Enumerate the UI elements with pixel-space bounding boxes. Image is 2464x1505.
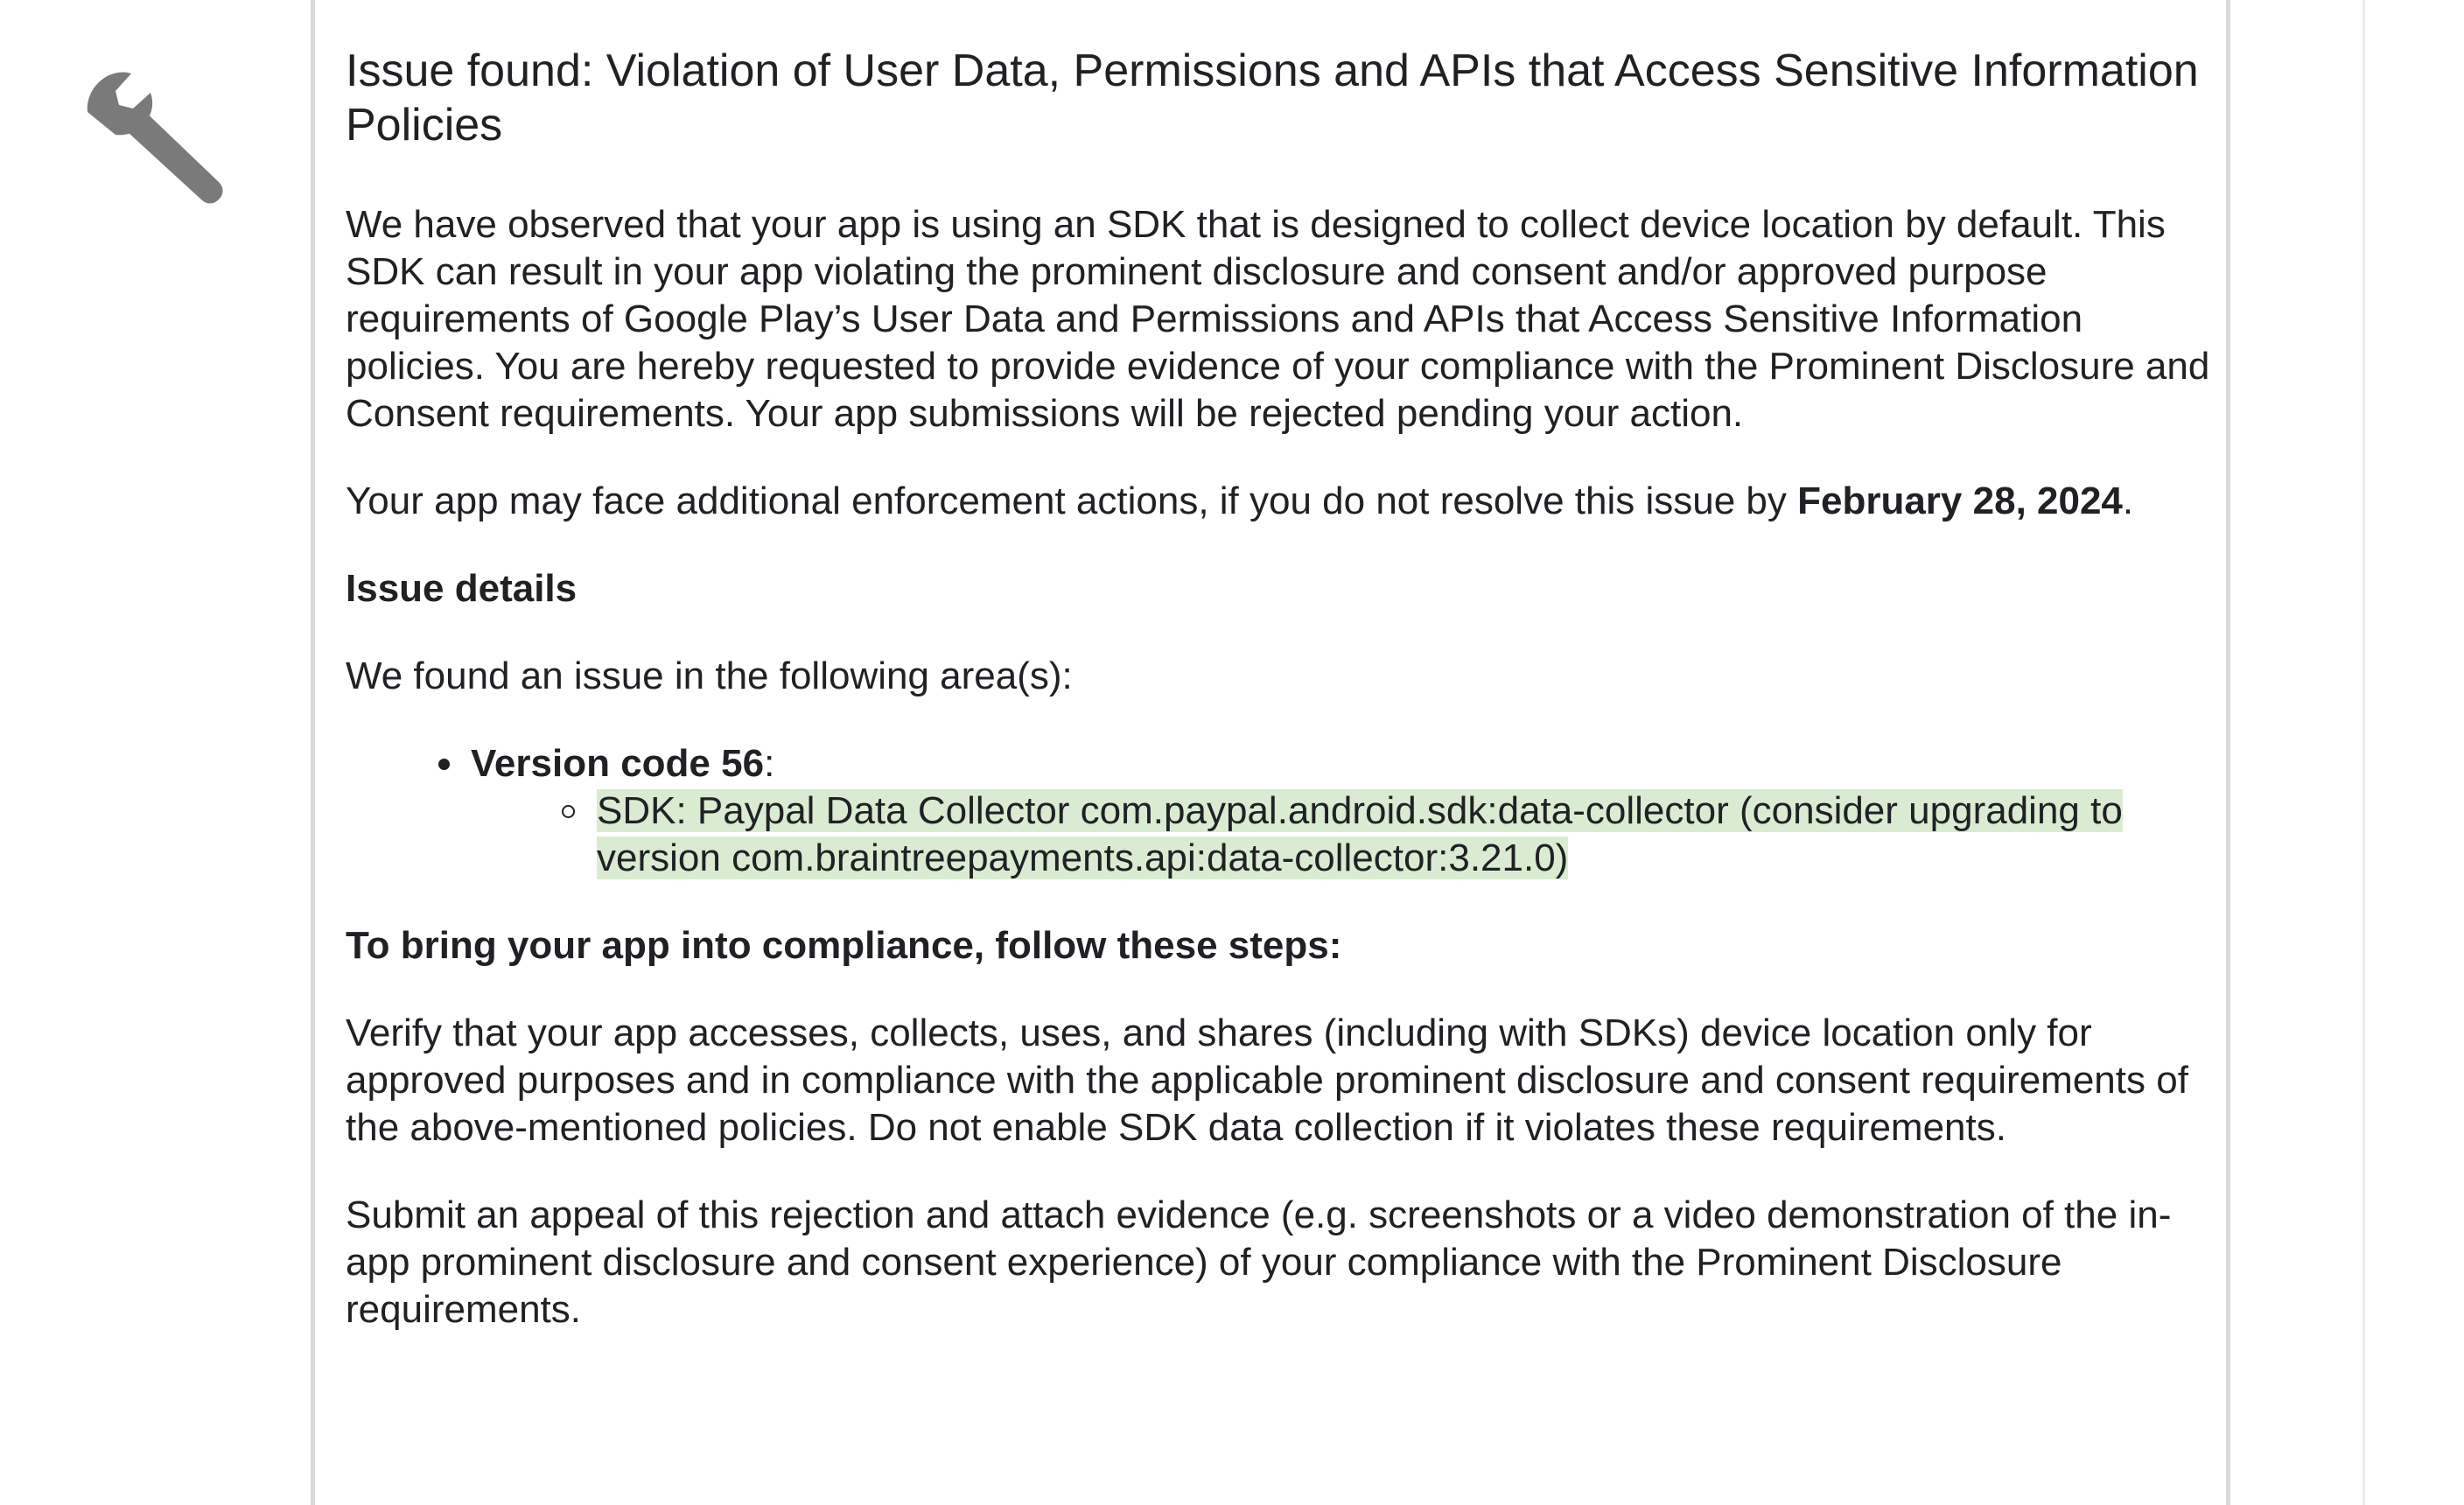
wrench-icon [68, 61, 234, 210]
version-code-suffix: : [764, 742, 775, 785]
step-appeal: Submit an appeal of this rejection and attach evidence (e.g. screenshots or a video demonstration of the in-app prominent disclosure and consent experience) of your compliance with the Prominent Disclosure requirements. [346, 1194, 2172, 1331]
enforcement-notice [346, 478, 2218, 525]
enforcement-date: February 28, 2024 [1797, 480, 2123, 522]
found-areas-text: We found an issue in the following area(s): [346, 654, 1073, 697]
version-code-label: Version code 56 [471, 742, 765, 785]
enforcement-suffix: . [2122, 480, 2134, 522]
compliance-steps-heading: To bring your app into compliance, follow these steps: [346, 924, 1342, 967]
issue-details-heading: Issue details [346, 567, 578, 610]
list-item [471, 740, 2218, 882]
sdk-highlighted-text: SDK: Paypal Data Collector com.paypal.android.sdk:data-collector (consider upgrading to version com.braintreepayments.api:data-collector:3.21.0) [597, 789, 2123, 879]
issue-content [346, 44, 2218, 1374]
issue-intro: We have observed that your app is using an SDK that is designed to collect device location by default. This SDK can result in your app violating the prominent disclosure and consent and/or approved purpose requirements of Google Play’s User Data and Permissions and APIs that Access Sensitive Information policies. You are hereby requested to provide evidence of your compliance with the Prominent Disclosure and Consent requirements. Your app submissions will be rejected pending your action. [346, 203, 2210, 435]
outer-right-border [2362, 0, 2365, 1505]
content-right-border [2226, 0, 2230, 1505]
content-left-border [311, 0, 315, 1505]
enforcement-text: Your app may face additional enforcement actions, if you do not resolve this issue by [346, 480, 1798, 522]
issue-title: Issue found: Violation of User Data, Permissions and APIs that Access Sensitive Information Policies [346, 46, 2199, 150]
sdk-list [471, 788, 2218, 882]
issue-areas-list [346, 740, 2218, 882]
step-verify: Verify that your app accesses, collects, uses, and shares (including with SDKs) device location only for approved purposes and in compliance with the applicable prominent disclosure and consent requirements of the above-mentioned policies. Do not enable SDK data collection if it violates these requirements. [346, 1012, 2188, 1149]
list-item [597, 788, 2218, 882]
